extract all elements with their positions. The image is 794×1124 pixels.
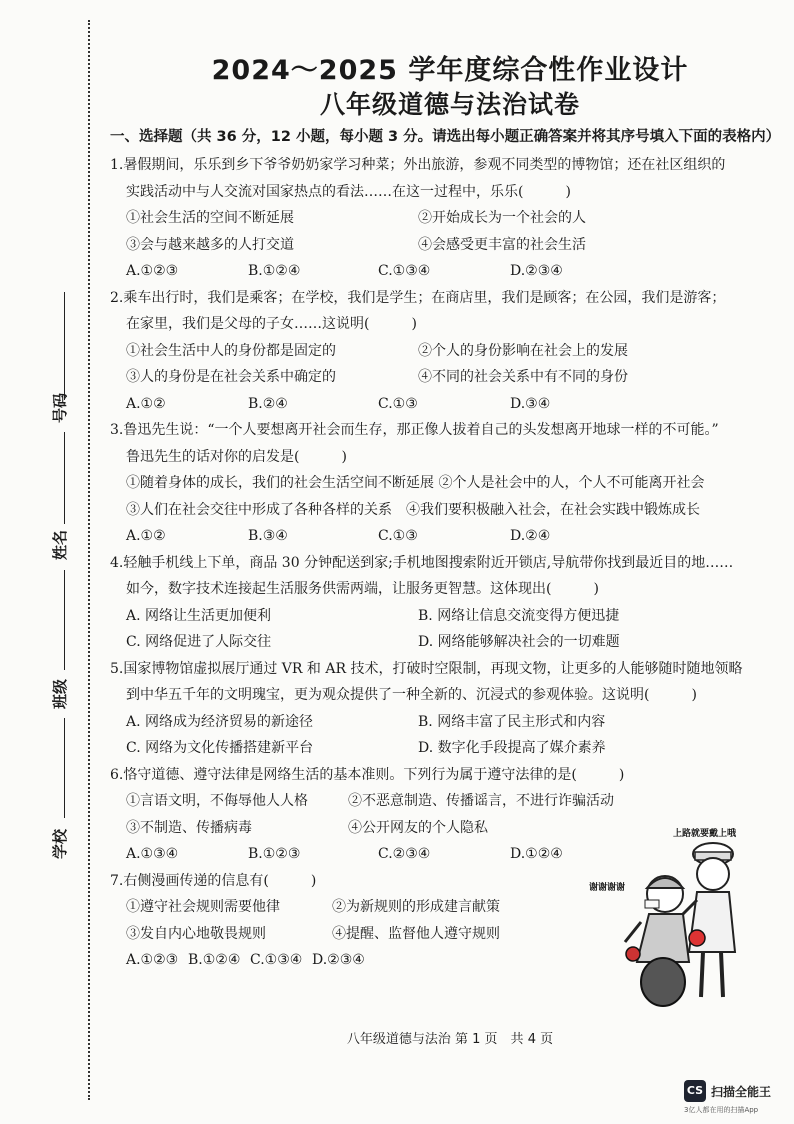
option: A. 网络成为经济贸易的新途径 [126, 713, 314, 730]
question-text: 在家里，我们是父母的子女……这说明( ) [126, 316, 417, 332]
statement: ③人的身份是在社会关系中确定的 [126, 369, 336, 385]
question-5 [110, 656, 790, 762]
question-text: 4.轻触手机线上下单，商品 30 分钟配送到家;手机地图搜索附近开锁店,导航带你找到最近目的地…… [110, 554, 734, 571]
option: D. 网络能够解决社会的一切难题 [418, 634, 620, 650]
question-text: 鲁迅先生的话对你的启发是( ) [126, 448, 347, 465]
class-blank-line [64, 570, 65, 670]
scanner-watermark [684, 1080, 771, 1102]
statement: ①随着身体的成长，我们的社会生活空间不断延展 ②个人是社会中的人，个人不可能离开社会 [126, 475, 705, 491]
statement: ②不恶意制造、传播谣言，不进行诈骗活动 [348, 793, 614, 809]
statement: ③发自内心地敬畏规则 [126, 925, 266, 942]
question-3 [110, 417, 790, 550]
statement: ④不同的社会关系中有不同的身份 [418, 369, 628, 385]
option: C.①③ [378, 528, 418, 544]
option: B.①②④ [188, 952, 241, 968]
option: B. 网络让信息交流变得方便迅捷 [418, 607, 620, 624]
option: D.②④ [510, 528, 551, 544]
option: B.②④ [248, 395, 288, 412]
statement: ①社会生活的空间不断延展 [126, 210, 294, 226]
statement: ②开始成长为一个社会的人 [418, 210, 586, 226]
class-label: 班级 [51, 679, 69, 710]
statement: ④公开网友的个人隐私 [348, 819, 488, 836]
statement: ③人们在社会交往中形成了各种各样的关系 ④我们要积极融入社会，在社会实践中锻炼成长 [126, 501, 700, 518]
section-heading: 一、选择题（共 36 分，12 小题，每小题 3 分。请选出每小题正确答案并将其序号填入下面的表格内） [110, 129, 781, 145]
option: C.②③④ [378, 846, 431, 862]
option: A.①③④ [126, 846, 179, 862]
statement: ①遵守社会规则需要他律 [126, 899, 280, 915]
school-label: 学校 [51, 829, 69, 860]
option: B.①②③ [248, 846, 301, 862]
option: A.①② [126, 528, 166, 544]
camscanner-icon: CS [684, 1080, 706, 1102]
comic-illustration [585, 822, 775, 1012]
statement: ②为新规则的形成建言献策 [332, 899, 500, 915]
comic-caption: 上路就要戴上哦 [673, 829, 737, 839]
option: C.①③④ [378, 263, 431, 279]
name-label: 姓名 [51, 530, 69, 561]
statement: ④提醒、监督他人遵守规则 [332, 925, 500, 942]
statement: ①言语文明，不侮辱他人人格 [126, 793, 308, 809]
question-text: 如今，数字技术连接起生活服务供需两端，让服务更智慧。这体现出( ) [126, 581, 599, 597]
question-text: 到中华五千年的文明瑰宝，更为观众提供了一种全新的、沉浸式的参观体验。这说明( ) [126, 687, 697, 703]
option: A.①②③ [126, 952, 179, 968]
scanner-name: 扫描全能王 [711, 1084, 772, 1099]
option: D.③④ [510, 395, 551, 412]
question-4 [110, 550, 790, 656]
option: A.①②③ [126, 263, 179, 279]
option: A.①② [126, 395, 166, 412]
question-text: 实践活动中与人交流对国家热点的看法……在这一过程中，乐乐( ) [126, 183, 571, 200]
statement: ②个人的身份影响在社会上的发展 [418, 342, 628, 359]
option: C.①③ [378, 395, 418, 412]
name-blank-line [64, 432, 65, 524]
option: D. 数字化手段提高了媒介素养 [418, 740, 606, 756]
school-blank-line [64, 718, 65, 818]
option: D.②③④ [510, 263, 563, 279]
option: B.③④ [248, 528, 288, 544]
page-footer: 八年级道德与法治 第 1 页 共 4 页 [346, 1032, 554, 1047]
option: C. 网络为文化传播搭建新平台 [126, 740, 314, 756]
exam-subtitle: 八年级道德与法治试卷 [319, 90, 580, 119]
option: A. 网络让生活更加便利 [126, 607, 272, 624]
statement: ③会与越来越多的人打交道 [126, 236, 294, 253]
option: D.②③④ [312, 952, 365, 968]
statement: ④会感受更丰富的社会生活 [418, 236, 586, 253]
comic-drawing [585, 822, 775, 1012]
option: C. 网络促进了人际交往 [126, 634, 272, 650]
number-label: 号码 [51, 393, 69, 424]
option: B.①②④ [248, 263, 301, 279]
question-text: 1.暑假期间，乐乐到乡下爷爷奶奶家学习种菜；外出旅游，参观不同类型的博物馆；还在社区组织的 [110, 157, 726, 173]
statement: ③不制造、传播病毒 [126, 819, 252, 836]
question-text: 5.国家博物馆虚拟展厅通过 VR 和 AR 技术，打破时空限制，再现文物，让更多的人能够随时随地领略 [110, 660, 743, 677]
question-text: 7.右侧漫画传递的信息有( ) [110, 872, 317, 889]
option: D.①②④ [510, 846, 563, 862]
statement: ①社会生活中人的身份都是固定的 [126, 342, 336, 359]
question-text: 3.鲁迅先生说：“一个人要想离开社会而生存，那正像人拔着自己的头发想离开地球一样的不可能。” [110, 422, 719, 438]
scanner-tagline: 3亿人都在用的扫描App [684, 1106, 759, 1114]
option: C.①③④ [250, 952, 303, 968]
binding-dotted-line [88, 20, 90, 1100]
question-text: 6.恪守道德、遵守法律是网络生活的基本准则。下列行为属于遵守法律的是( ) [110, 766, 625, 783]
question-1 [110, 152, 790, 285]
comic-speech-bubble: 谢谢谢谢 [589, 883, 626, 893]
option: B. 网络丰富了民主形式和内容 [418, 713, 606, 730]
question-2 [110, 285, 790, 418]
exam-title: 2024～2025 学年度综合性作业设计 [211, 55, 689, 86]
question-text: 2.乘车出行时，我们是乘客；在学校，我们是学生；在商店里，我们是顾客；在公园，我们是游客； [110, 289, 726, 306]
